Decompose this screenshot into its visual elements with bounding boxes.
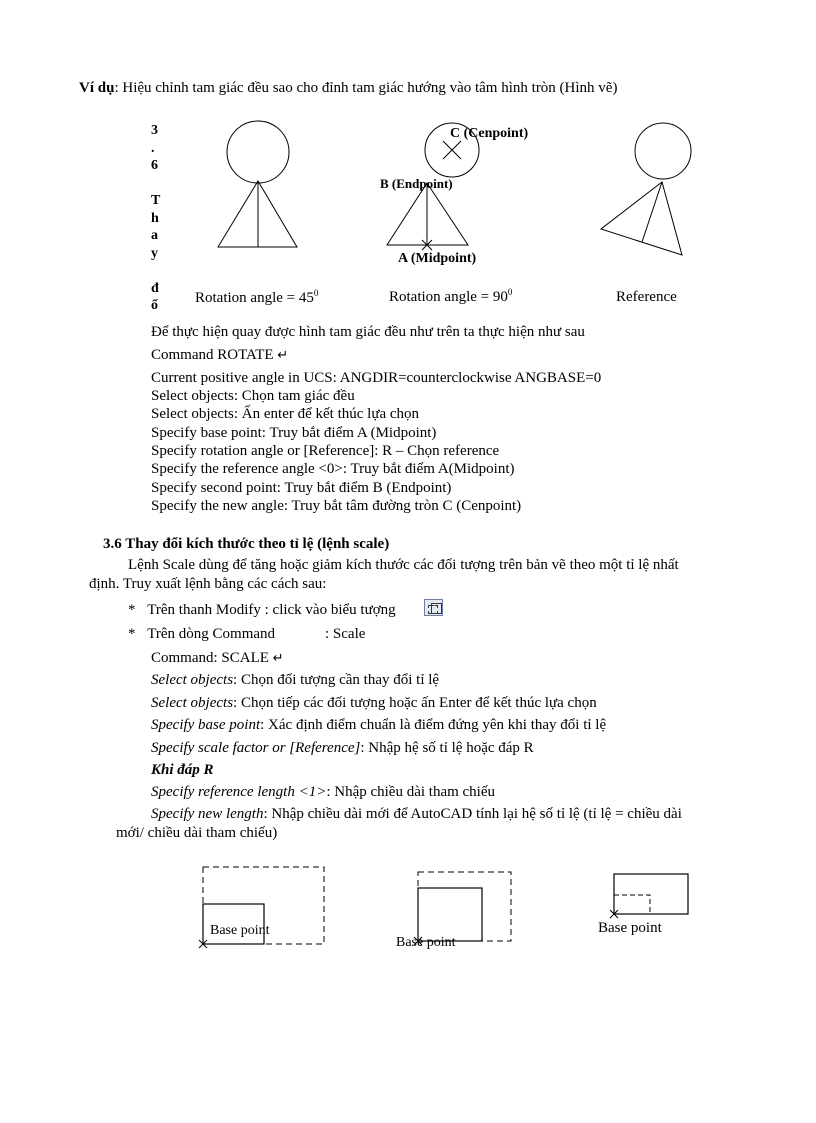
side-char (151, 262, 165, 280)
rotate-line: Specify base point: Truy bắt điểm A (Midpoint) (151, 425, 437, 441)
point-a-label: A (Midpoint) (398, 251, 477, 266)
khi-dap-heading: Khi đáp R (151, 762, 214, 778)
rotate-intro: Để thực hiện quay được hình tam giác đều như trên ta thực hiện như sau (151, 324, 585, 340)
side-char: 6 (151, 158, 158, 173)
scale-command: Command: SCALE ↵ (151, 650, 284, 666)
rotation-diagram-reference (601, 123, 691, 255)
rotate-line: Specify the reference angle <0>: Truy bắt điểm A(Midpoint) (151, 461, 515, 477)
scaled-rectangle-dashed (418, 872, 511, 941)
bullet-item: * Trên dòng Command (128, 626, 276, 642)
rotation-figure (190, 115, 710, 275)
scale-line: Specify reference length <1>: Nhập chiều dài tham chiếu (151, 784, 496, 800)
scale-figure (190, 860, 710, 955)
point-b-label: B (Endpoint) (380, 176, 453, 191)
triangle-shape (601, 182, 682, 255)
rotate-line: Specify second point: Truy bắt điểm B (Endpoint) (151, 480, 452, 496)
example-text: : Hiệu chỉnh tam giác đều sao cho đỉnh tam giác hướng vào tâm hình tròn (Hình vẽ) (114, 80, 618, 96)
rotate-line: Specify the new angle: Truy bắt tâm đường tròn C (Cenpoint) (151, 498, 522, 514)
rotation-diagram-45 (218, 121, 297, 247)
enter-icon: ↵ (272, 651, 284, 666)
rotation-diagram-90 (380, 123, 529, 266)
scale-diagram (199, 867, 324, 948)
bullet-marker: * (128, 602, 136, 618)
base-point-label: Base point (210, 923, 270, 938)
scaled-rectangle-dashed (614, 895, 650, 914)
circle-shape (227, 121, 289, 183)
bullet-item: * Trên thanh Modify : click vào biểu tượng (128, 602, 396, 618)
side-char: . (151, 140, 155, 156)
scale-line: Select objects: Chọn đối tượng cần thay đổi tỉ lệ (151, 672, 440, 688)
vertical-heading-fragment (151, 122, 165, 315)
scale-diagram (396, 872, 511, 950)
side-char: 3 (151, 123, 158, 138)
rotate-line: Select objects: Ấn enter để kết thúc lựa chọn (151, 406, 420, 422)
side-char: T (151, 193, 161, 208)
scale-diagram (598, 874, 688, 936)
base-point-label: Base point (396, 935, 456, 950)
side-char: h (151, 210, 159, 226)
section-heading: 3.6 Thay đổi kích thước theo tỉ lệ (lệnh scale) (103, 536, 390, 552)
scale-line: Select objects: Chọn tiếp các đối tượng hoặc ấn Enter để kết thúc lựa chọn (151, 695, 597, 711)
scale-line: Specify base point: Xác định điểm chuẩn là điểm đứng yên khi thay đổi tỉ lệ (151, 717, 607, 733)
rotate-line: Select objects: Chọn tam giác đều (151, 388, 355, 404)
bullet-item-value: : Scale (325, 626, 366, 642)
scale-line: Specify new length: Nhập chiều dài mới để AutoCAD tính lại hệ số tỉ lệ (tỉ lệ = chiều dài (151, 806, 682, 822)
caption-rotation-90: Rotation angle = $90^0$ (389, 287, 513, 305)
point-c-label: C (Cenpoint) (450, 126, 529, 141)
circle-shape (635, 123, 691, 179)
rotate-command: Command ROTATE ↵ (151, 347, 289, 363)
enter-icon: ↵ (277, 348, 289, 363)
rotate-line: Specify rotation angle or [Reference]: R – Chọn reference (151, 443, 500, 459)
caption-rotation-45: Rotation angle = $45^0$ (195, 288, 319, 306)
base-point-label: Base point (598, 920, 662, 936)
example-label: Ví dụ (79, 80, 115, 96)
example-line (79, 80, 617, 97)
scale-line-continued: mới/ chiều dài tham chiếu) (116, 825, 278, 841)
side-char: y (151, 245, 158, 261)
rotate-line: Current positive angle in UCS: ANGDIR=counterclockwise ANGBASE=0 (151, 370, 602, 386)
bullet-marker: * (128, 626, 136, 642)
triangle-median (642, 182, 662, 242)
original-rectangle (614, 874, 688, 914)
caption-reference: Reference (616, 289, 677, 305)
scale-line: Specify scale factor or [Reference]: Nhập hệ số tỉ lệ hoặc đáp R (151, 740, 534, 756)
scale-paragraph-line1: Lệnh Scale dùng để tăng hoặc giảm kích thước các đối tượng trên bản vẽ theo một tỉ lệ nhất (128, 557, 679, 573)
side-char (151, 175, 165, 193)
side-char: a (151, 228, 158, 243)
side-char: đ (151, 280, 159, 296)
original-rectangle (418, 888, 482, 941)
scale-paragraph-line2: định. Truy xuất lệnh bằng các cách sau: (89, 576, 327, 592)
scale-tool-icon[interactable] (424, 599, 443, 616)
side-char: ổ (151, 298, 158, 313)
